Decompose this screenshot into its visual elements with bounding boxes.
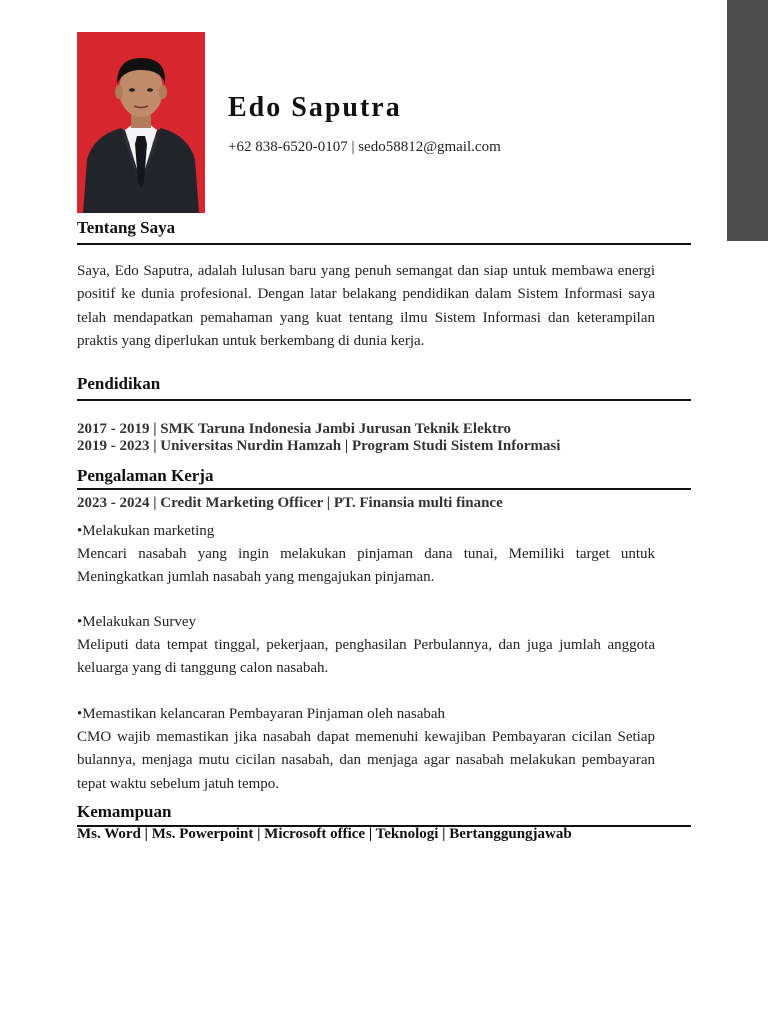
section-title-about: Tentang Saya	[77, 218, 176, 237]
section-title-education: Pendidikan	[77, 374, 161, 393]
duty-text: CMO wajib memastikan jika nasabah dapat memenuhi kewajiban Pembayaran cicilan Setiap bulannya, menjaga mutu cicilan nasabah, dan menjaga agar nasabah melakukan pembayaran tepat waktu sebelum jatuh tempo.	[77, 729, 655, 792]
profile-photo	[77, 32, 205, 213]
section-divider	[77, 399, 691, 401]
duty-heading: •Melakukan Survey	[77, 614, 196, 630]
duty-heading: •Melakukan marketing	[77, 523, 215, 539]
duty-heading: •Memastikan kelancaran Pembayaran Pinjaman oleh nasabah	[77, 706, 446, 722]
section-divider	[77, 488, 691, 490]
full-name: Edo Saputra	[228, 92, 402, 123]
job-title: 2023 - 2024 | Credit Marketing Officer | PT. Finansia multi finance	[77, 495, 503, 511]
about-text: Saya, Edo Saputra, adalah lulusan baru yang penuh semangat dan siap untuk membawa energi positif ke dunia profesional. Dengan latar belakang pendidikan dalam Sistem Informasi saya telah mendapatkan pemahaman yang kuat tentang ilmu Sistem Informasi dan keterampilan praktis yang diperlukan untuk berkembang di dunia kerja.	[77, 263, 655, 349]
section-title-skills: Kemampuan	[77, 802, 172, 821]
duty-text: Mencari nasabah yang ingin melakukan pinjaman dana tunai, Memiliki target untuk Meningkatkan jumlah nasabah yang mengajukan pinjaman.	[77, 546, 655, 586]
education-item: 2017 - 2019 | SMK Taruna Indonesia Jambi Jurusan Teknik Elektro	[77, 421, 511, 437]
scrollbar[interactable]	[727, 0, 768, 241]
skills-list: Ms. Word | Ms. Powerpoint | Microsoft office | Teknologi | Bertanggungjawab	[77, 826, 572, 842]
duty-text: Meliputi data tempat tinggal, pekerjaan, penghasilan Perbulannya, dan juga jumlah anggota keluarga yang di tanggung calon nasabah.	[77, 637, 655, 677]
contact-info: +62 838-6520-0107 | sedo58812@gmail.com	[228, 139, 501, 155]
section-divider	[77, 243, 691, 245]
education-item: 2019 - 2023 | Universitas Nurdin Hamzah | Program Studi Sistem Informasi	[77, 438, 561, 454]
section-title-experience: Pengalaman Kerja	[77, 466, 214, 485]
